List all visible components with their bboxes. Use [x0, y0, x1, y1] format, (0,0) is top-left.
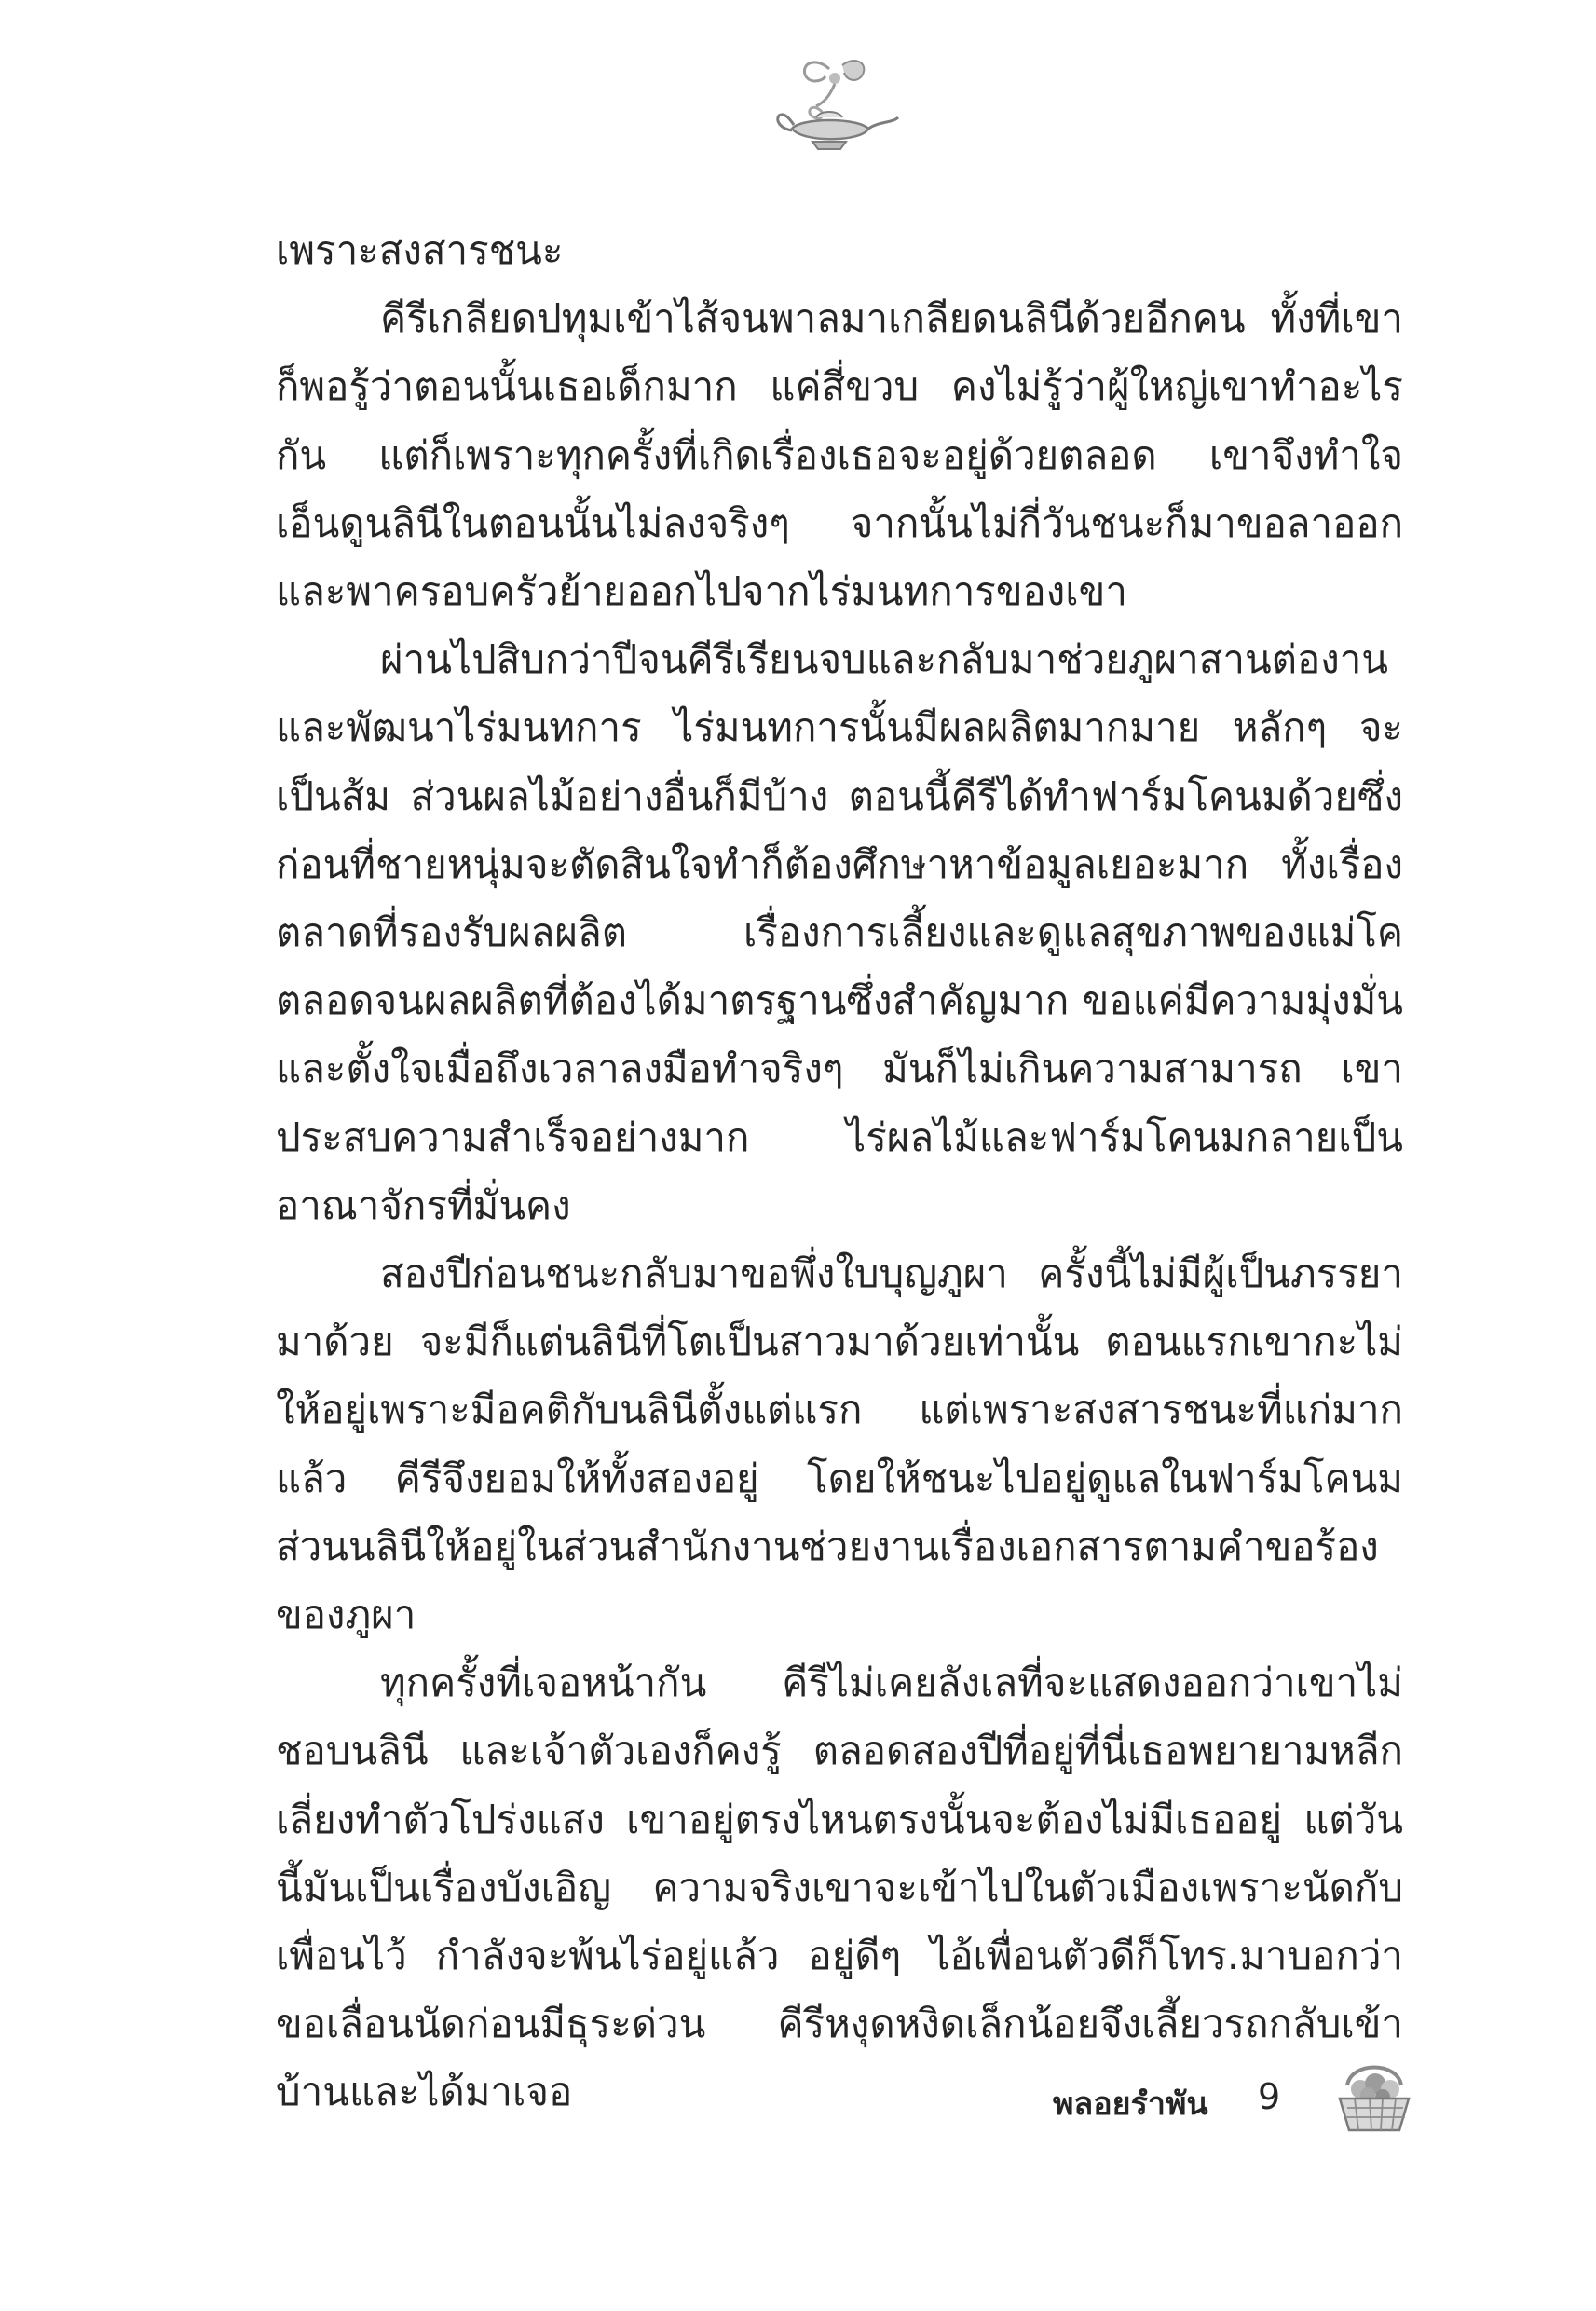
flower-basket-icon — [1334, 2058, 1414, 2136]
page-number: 9 — [1258, 2076, 1281, 2117]
body-paragraph: เพราะสงสารชนะ — [276, 227, 564, 273]
body-paragraph: สองปีก่อนชนะกลับมาขอพึ่งใบบุญภูผา ครั้งนี้ไม่มีผู้เป็นภรรยามาด้วย จะมีก็แต่นลินีที่โตเป็นสาวมาด้วยเท่านั้น ตอนแรกเขากะไม่ให้อยู่เพราะมีอคติกับนลินีตั้งแต่แรก แต่เพราะสงสารชนะที่แก่มากแล้ว คีรีจึงยอมให้ทั้งสองอยู่ โดยให้ชนะไปอยู่ดูแลในฟาร์มโคนม ส่วนนลินีให้อยู่ในส่วนสำนักงานช่วยงานเรื่องเอกสารตามคำขอร้องของภูผา — [276, 1251, 1403, 1638]
magic-lamp-fairy-icon — [764, 56, 904, 158]
body-paragraph: คีรีเกลียดปทุมเข้าไส้จนพาลมาเกลียดนลินีด้วยอีกคน ทั้งที่เขาก็พอรู้ว่าตอนนั้นเธอเด็กมาก แค่สี่ขวบ คงไม่รู้ว่าผู้ใหญ่เขาทำอะไรกัน แต่ก็เพราะทุกครั้งที่เกิดเรื่องเธอจะอยู่ด้วยตลอด เขาจึงทำใจเอ็นดูนลินีในตอนนั้นไม่ลงจริงๆ จากนั้นไม่กี่วันชนะก็มาขอลาออกและพาครอบครัวย้ายออกไปจากไร่มนทการของเขา — [276, 295, 1403, 615]
page-footer — [1025, 2058, 1509, 2151]
book-title: พลอยรำพัน — [1053, 2085, 1208, 2123]
body-paragraph: ทุกครั้งที่เจอหน้ากัน คีรีไม่เคยลังเลที่จะแสดงออกว่าเขาไม่ชอบนลินี และเจ้าตัวเองก็คงรู้ ตลอดสองปีที่อยู่ที่นี่เธอพยายามหลีกเลี่ยงทำตัวโปร่งแสง เขาอยู่ตรงไหนตรงนั้นจะต้องไม่มีเธออยู่ แต่วันนี้มันเป็นเรื่องบังเอิญ ความจริงเขาจะเข้าไปในตัวเมืองเพราะนัดกับเพื่อนไว้ กำลังจะพ้นไร่อยู่แล้ว อยู่ดีๆ ไอ้เพื่อนตัวดีก็โทร.มาบอกว่าขอเลื่อนนัดก่อนมีธุระด่วน คีรีหงุดหงิดเล็กน้อยจึงเลี้ยวรถกลับเข้าบ้านและได้มาเจอ — [276, 1660, 1403, 2115]
chapter-body — [276, 216, 1403, 2126]
body-paragraph: ผ่านไปสิบกว่าปีจนคีรีเรียนจบและกลับมาช่วยภูผาสานต่องานและพัฒนาไร่มนทการ ไร่มนทการนั้นมีผลผลิตมากมาย หลักๆ จะเป็นส้ม ส่วนผลไม้อย่างอื่นก็มีบ้าง ตอนนี้คีรีได้ทำฟาร์มโคนมด้วยซึ่งก่อนที่ชายหนุ่มจะตัดสินใจทำก็ต้องศึกษาหาข้อมูลเยอะมาก ทั้งเรื่องตลาดที่รองรับผลผลิต เรื่องการเลี้ยงและดูแลสุขภาพของแม่โค ตลอดจนผลผลิตที่ต้องได้มาตรฐานซึ่งสำคัญมาก ขอแค่มีความมุ่งมั่นและตั้งใจเมื่อถึงเวลาลงมือทำจริงๆ มันก็ไม่เกินความสามารถ เขาประสบความสำเร็จอย่างมาก ไร่ผลไม้และฟาร์มโคนมกลายเป็นอาณาจักรที่มั่นคง — [276, 636, 1403, 1228]
